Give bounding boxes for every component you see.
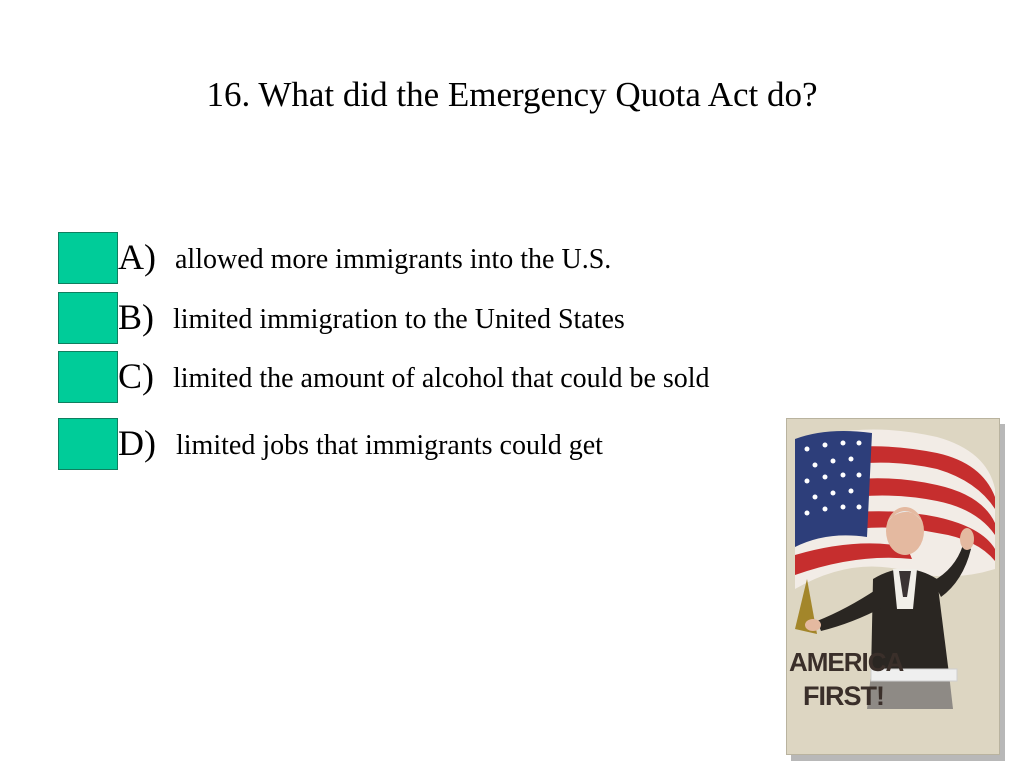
answer-c-button[interactable]	[58, 351, 118, 403]
answer-d-text: limited jobs that immigrants could get	[176, 430, 603, 461]
america-first-poster	[786, 418, 1000, 755]
poster-line-1: AMERICA	[789, 647, 904, 677]
answer-c-letter: C)	[118, 356, 154, 396]
answer-c-text: limited the amount of alcohol that could be sold	[173, 363, 710, 394]
answer-b-letter: B)	[118, 297, 154, 337]
answer-a-button[interactable]	[58, 232, 118, 284]
answer-b-text: limited immigration to the United States	[173, 304, 625, 335]
answer-a-letter: A)	[118, 237, 156, 277]
answer-a-text: allowed more immigrants into the U.S.	[175, 244, 612, 275]
answer-d-button[interactable]	[58, 418, 118, 470]
answer-d-letter: D)	[118, 423, 156, 463]
answer-b-button[interactable]	[58, 292, 118, 344]
question-title: 16. What did the Emergency Quota Act do?	[206, 75, 818, 114]
poster-line-2: FIRST!	[803, 681, 884, 711]
